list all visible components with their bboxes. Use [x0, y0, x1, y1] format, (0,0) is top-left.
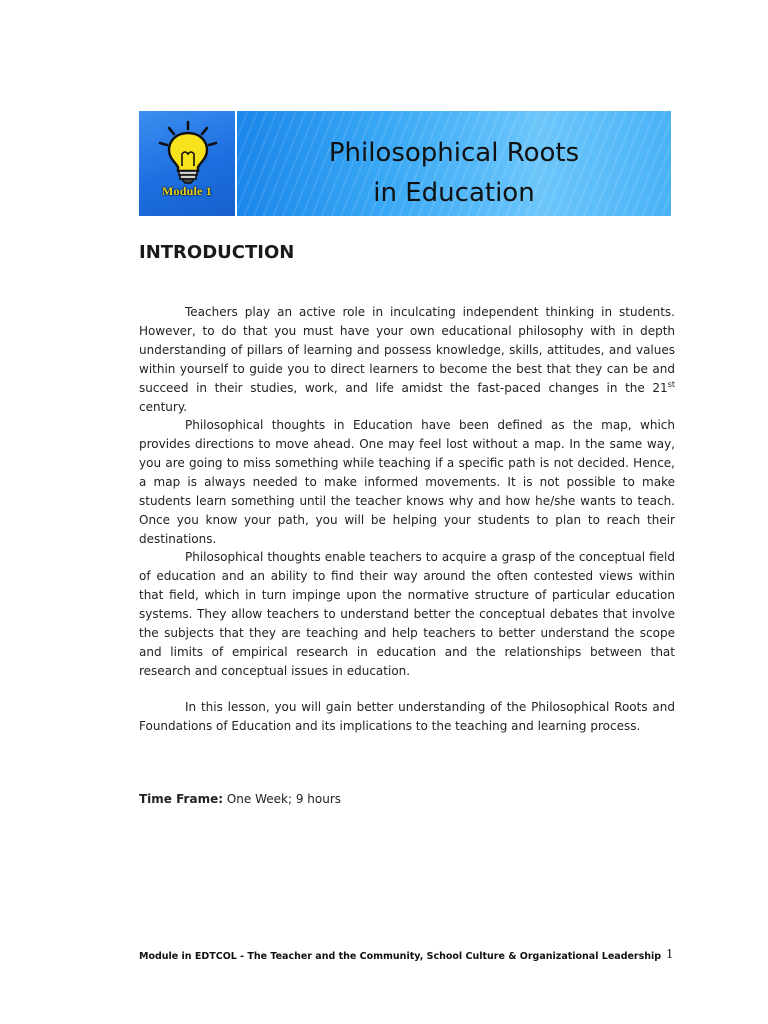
module-banner [139, 111, 671, 216]
lightbulb-icon [153, 119, 223, 189]
time-frame-value: One Week; 9 hours [223, 792, 341, 806]
paragraph-4-text: In this lesson, you will gain better understanding of the Philosophical Roots and Foundations of Education and its implications to the teaching and learning process. [139, 700, 675, 733]
paragraph-2 [139, 416, 675, 549]
module-title [237, 133, 671, 213]
paragraph-3 [139, 548, 675, 681]
paragraph-1-text: Teachers play an active role in inculcating independent thinking in students. However, to do that you must have your own educational philosophy with in depth understanding of pillars of learning and possess knowledge, skills, attitudes, and values within yourself to guide you to direct learners to become the best that they can be and succeed in their studies, work, and life amidst the fast-paced changes in the 21 [139, 305, 675, 395]
time-frame-label: Time Frame: [139, 792, 224, 806]
page-number: 1 [666, 947, 673, 962]
paragraph-4 [139, 698, 675, 736]
module-label: Module 1 [162, 184, 212, 198]
module-title-line-2: in Education [373, 178, 535, 208]
module-icon-box [139, 111, 237, 216]
banner-title-box [237, 111, 671, 216]
page-footer: Module in EDTCOL - The Teacher and the Community, School Culture & Organizational Leadership [139, 951, 662, 962]
module-title-line-1: Philosophical Roots [328, 138, 580, 168]
paragraph-1 [139, 303, 675, 417]
paragraph-1-end: century. [139, 400, 188, 414]
ordinal-superscript: st [667, 380, 675, 389]
time-frame [139, 792, 341, 806]
section-heading: INTRODUCTION [139, 242, 295, 263]
paragraph-2-text: Philosophical thoughts in Education have been defined as the map, which provides directions to move ahead. One may feel lost without a map. In the same way, you are going to miss something while teaching if a specific path is not decided. Hence, a map is always needed to make informed movements. It is not possible to make students learn something until the teacher knows why and how he/she wants to teach. Once you know your path, you will be helping your students to plan to reach their destinations. [139, 418, 675, 546]
paragraph-3-text: Philosophical thoughts enable teachers to acquire a grasp of the conceptual field of education and an ability to find their way around the often contested views within that field, which in turn impinge upon the normative structure of particular education systems. They allow teachers to understand better the conceptual debates that involve the subjects that they are teaching and help teachers to better understand the scope and limits of empirical research in education and the relationships between that research and conceptual issues in education. [139, 550, 675, 678]
